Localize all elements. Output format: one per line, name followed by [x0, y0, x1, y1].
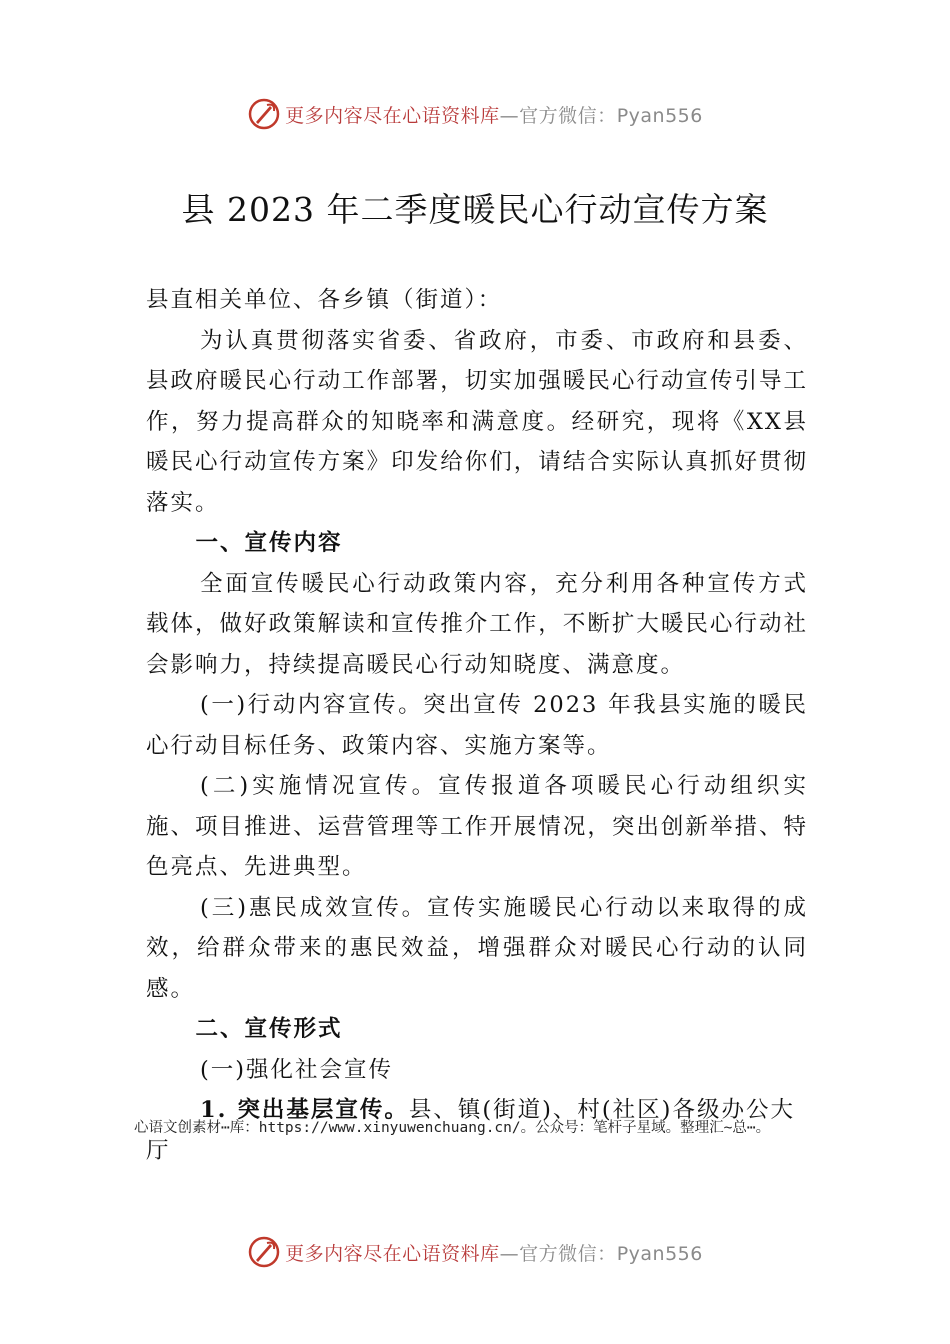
banner-text: 更多内容尽在心语资料库—官方微信：Pyan556: [285, 1242, 703, 1265]
quill-logo-icon: [247, 1235, 281, 1269]
intro-paragraph: 为认真贯彻落实省委、省政府，市委、市政府和县委、县政府暖民心行动工作部署，切实加强暖民心行动宣传引导工作，努力提高群众的知晓率和满意度。经研究，现将《XX县暖民心行动宣传方案》印发给你们，请结合实际认真抓好贯彻落实。: [146, 327, 808, 516]
footer-banner: [0, 1232, 950, 1272]
subheading-social: (一)强化社会宣传: [200, 1056, 394, 1083]
section-heading-content: 一、宣传内容: [195, 530, 343, 556]
point-grassroots-text: 县、镇(街道)、村(社区)各级办公大厅: [146, 1097, 795, 1164]
point-grassroots-title: 1. 突出基层宣传。: [200, 1097, 409, 1123]
salutation: 县直相关单位、各乡镇（街道）：: [146, 287, 503, 313]
document-title: 县 2023 年二季度暖民心行动宣传方案: [181, 190, 769, 229]
banner-text: 更多内容尽在心语资料库—官方微信：Pyan556: [285, 104, 703, 127]
item-action-content: (一)行动内容宣传。突出宣传 2023 年我县实施的暖民心行动目标任务、政策内容、实施方案等。: [146, 692, 808, 759]
footnote: 心语文创素材⋯库：https://www.xinyuwenchuang.cn/。公众号：笔杆子星域。整理汇~总⋯。: [134, 1120, 771, 1136]
section1-paragraph: 全面宣传暖民心行动政策内容，充分利用各种宣传方式载体，做好政策解读和宣传推介工作，不断扩大暖民心行动社会影响力，持续提高暖民心行动知晓度、满意度。: [146, 570, 808, 678]
quill-logo-icon: [247, 97, 281, 131]
item-benefit: (三)惠民成效宣传。宣传实施暖民心行动以来取得的成效，给群众带来的惠民效益，增强群众对暖民心行动的认同感。: [146, 894, 808, 1002]
section-heading-form: 二、宣传形式: [195, 1016, 343, 1042]
header-banner: [0, 94, 950, 134]
item-implementation: (二)实施情况宣传。宣传报道各项暖民心行动组织实施、项目推进、运营管理等工作开展情况，突出创新举措、特色亮点、先进典型。: [146, 773, 808, 880]
document-body: [146, 280, 808, 1171]
